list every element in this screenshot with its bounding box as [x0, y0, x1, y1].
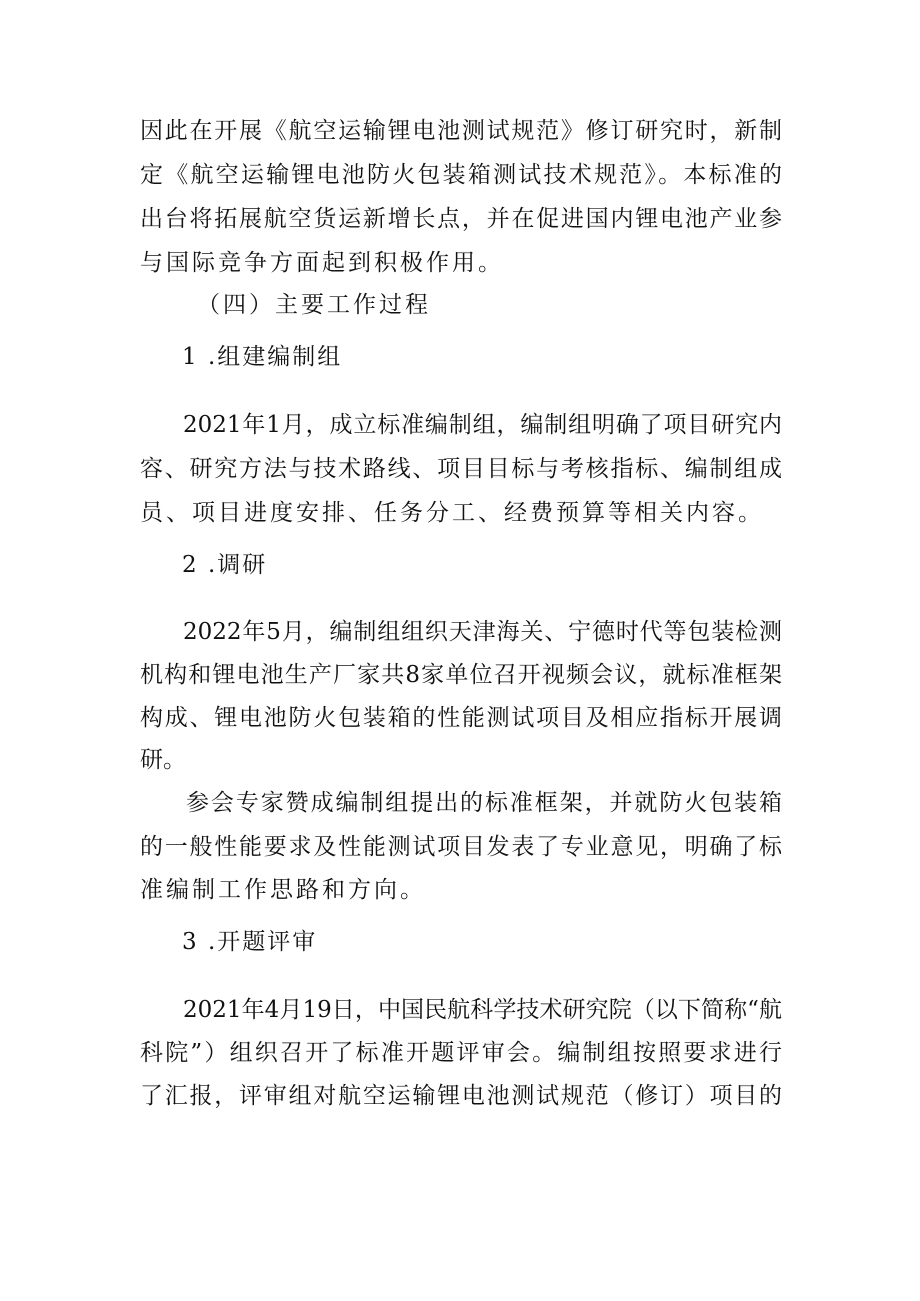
paragraph-line: 准编制工作思路和方向。 [140, 877, 426, 903]
subsection-heading: 2 .调研 [182, 552, 268, 578]
paragraph-line: 员、项目进度安排、任务分工、经费预算等相关内容。 [140, 500, 764, 526]
paragraph-line: 了汇报，评审组对航空运输锂电池测试规范（修订）项目的 [140, 1083, 782, 1109]
paragraph-line: 2022年5月，编制组组织天津海关、宁德时代等包装检测 [183, 619, 782, 645]
paragraph-line: 科院”）组织召开了标准开题评审会。编制组按照要求进行 [140, 1040, 782, 1066]
paragraph-line: 2021年1月，成立标准编制组，编制组明确了项目研究内 [183, 412, 782, 438]
paragraph-line: 与国际竞争方面起到积极作用。 [140, 250, 504, 276]
subsection-heading: 1 .组建编制组 [182, 344, 343, 370]
paragraph-line: 出台将拓展航空货运新增长点，并在促进国内锂电池产业参 [140, 206, 782, 232]
section-heading: （四）主要工作过程 [197, 292, 431, 318]
paragraph-line: 的一般性能要求及性能测试项目发表了专业意见，明确了标 [140, 834, 782, 860]
paragraph-line: 2021年4月19日，中国民航科学技术研究院（以下简称“航 [183, 997, 782, 1023]
paragraph-line: 容、研究方法与技术路线、项目目标与考核指标、编制组成 [140, 456, 782, 482]
paragraph-line: 机构和锂电池生产厂家共8家单位召开视频会议，就标准框架 [140, 662, 782, 688]
paragraph-line: 研。 [140, 747, 186, 773]
paragraph-line: 因此在开展《航空运输锂电池测试规范》修订研究时，新制 [140, 118, 782, 144]
subsection-heading: 3 .开题评审 [182, 929, 318, 955]
paragraph-line: 参会专家赞成编制组提出的标准框架，并就防火包装箱 [186, 790, 782, 816]
paragraph-line: 定《航空运输锂电池防火包装箱测试技术规范》。本标准的 [140, 162, 782, 188]
paragraph-line: 构成、锂电池防火包装箱的性能测试项目及相应指标开展调 [140, 705, 782, 731]
